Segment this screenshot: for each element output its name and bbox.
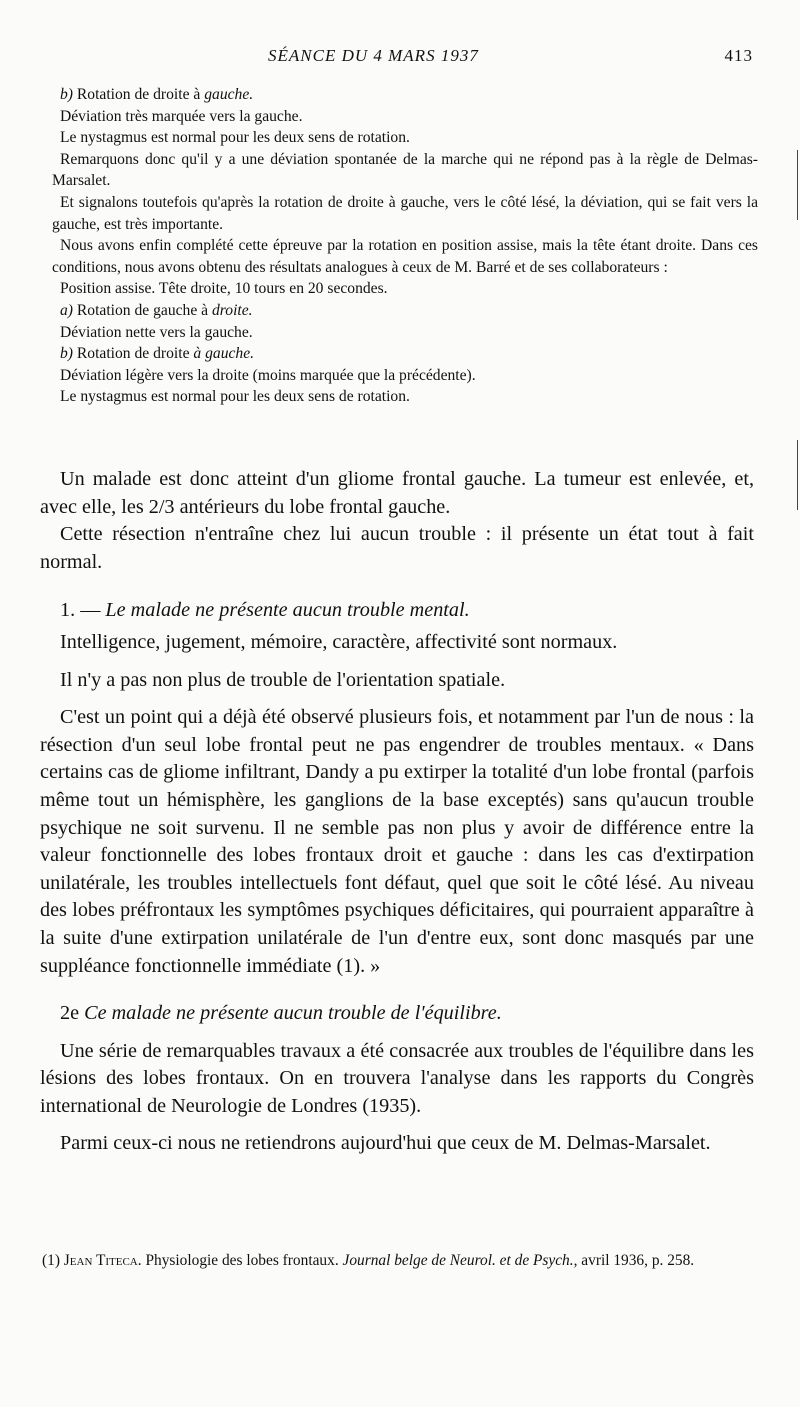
footnote-tail: , avril 1936, p. 258. (573, 1252, 695, 1269)
paragraph: Parmi ceux-ci nous ne retiendrons aujourd'hui que ceux de M. Delmas-Marsalet. (60, 1132, 711, 1155)
note-paragraph: Nous avons enfin complété cette épreuve par la rotation en position assise, mais la tête étant droite. Dans ces conditions, nous avons obtenu des résultats analogues à ceux de M. Barré et de ses collaborateurs : (52, 237, 758, 276)
item-text: Rotation de droite (73, 345, 194, 363)
scan-edge-mark (797, 150, 798, 220)
footnote-title: . Physiologie des lobes frontaux. (137, 1252, 343, 1269)
section-number: 2e (60, 1002, 85, 1025)
item-text: Rotation de gauche à (73, 301, 212, 319)
paragraph: Intelligence, jugement, mémoire, caractère, affectivité sont normaux. (60, 630, 618, 653)
paragraph: Cette résection n'entraîne chez lui aucun trouble : il présente un état tout à fait normal. (40, 523, 754, 573)
note-line (52, 343, 758, 365)
item-text: Rotation de droite à (73, 86, 205, 103)
note-line: Déviation très marquée vers la gauche. (60, 107, 303, 125)
main-text (40, 466, 754, 1158)
page-number: 413 (724, 46, 753, 65)
paragraph: Une série de remarquables travaux a été consacrée aux troubles de l'équilibre dans les lésions des lobes frontaux. On en trouvera l'analyse dans les rapports du Congrès international de Neurologie de Londres (1935). (40, 1039, 754, 1117)
note-line: Déviation légère vers la droite (moins marquée que la précédente). (60, 366, 476, 384)
note-line: Le nystagmus est normal pour les deux sens de rotation. (60, 388, 410, 406)
section-title: Le malade ne présente aucun trouble mental. (105, 599, 470, 622)
section-heading (40, 597, 754, 625)
footnote (42, 1252, 762, 1269)
footnote-marker: (1) (42, 1252, 64, 1269)
section-title: Ce malade ne présente aucun trouble de l'équilibre. (84, 1002, 502, 1025)
item-letter: a) (60, 301, 73, 319)
item-letter: b) (60, 345, 73, 363)
note-line: Déviation nette vers la gauche. (60, 323, 253, 341)
scan-edge-mark (797, 440, 798, 510)
note-line (52, 84, 758, 106)
item-emphasis: à gauche. (193, 345, 255, 363)
paragraph: Il n'y a pas non plus de trouble de l'orientation spatiale. (60, 668, 506, 691)
footnote-journal: Journal belge de Neurol. et de Psych. (342, 1252, 574, 1269)
footnote-author: Jean Titeca (63, 1252, 138, 1269)
rotation-test-notes (52, 84, 758, 408)
item-emphasis: droite. (212, 301, 253, 319)
paragraph: C'est un point qui a déjà été observé plusieurs fois, et notamment par l'un de nous : la résection d'un seul lobe frontal peut ne pas engendrer de troubles mentaux. « Dans certains cas de gliome infiltrant, Dandy a pu extirper la totalité d'un lobe frontal (parfois même tout un hémisphère, les ganglions de la base exceptés) sans qu'aucun trouble psychique ne soit survenu. Il ne semble pas non plus y avoir de différence entre la valeur fonctionnelle des lobes frontaux droit et gauche : dans les cas d'extirpation unilatérale, les troubles intellectuels font défaut, quel que soit le côté lésé. Au niveau des lobes préfrontaux les symptômes psychiques déficitaires, qui pourraient apparaître à la suite d'une extirpation unilatérale de l'un d'entre eux, sont donc masqués par une suppléance fonctionnelle immédiate (1). » (40, 706, 754, 977)
running-title: SÉANCE DU 4 MARS 1937 (268, 46, 479, 65)
item-emphasis: gauche. (204, 86, 254, 103)
note-line: Le nystagmus est normal pour les deux sens de rotation. (60, 129, 410, 147)
item-letter: b) (60, 86, 73, 103)
note-paragraph: Remarquons donc qu'il y a une déviation spontanée de la marche qui ne répond pas à la règle de Delmas-Marsalet. (52, 150, 758, 190)
footnote-text (42, 1252, 762, 1269)
section-number: 1. — (60, 599, 106, 622)
page-header (0, 44, 800, 72)
note-line (52, 300, 758, 322)
note-paragraph: Et signalons toutefois qu'après la rotation de droite à gauche, vers le côté lésé, la déviation, qui se fait vers la gauche, est très importante. (52, 193, 758, 233)
paragraph: Un malade est donc atteint d'un gliome frontal gauche. La tumeur est enlevée, et, avec elle, les 2/3 antérieurs du lobe frontal gauche. (40, 468, 754, 518)
note-line: Position assise. Tête droite, 10 tours en 20 secondes. (60, 280, 388, 298)
section-heading (40, 1000, 754, 1028)
